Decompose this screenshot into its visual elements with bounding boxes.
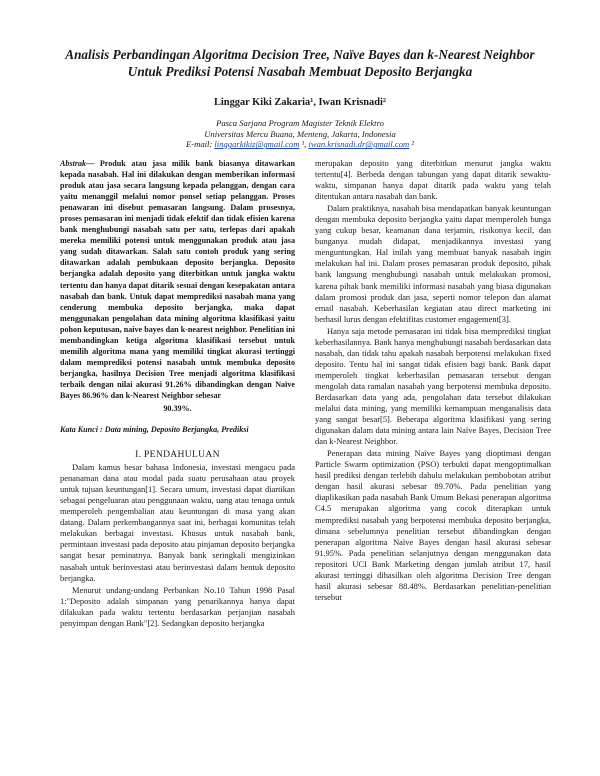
body-paragraph: Hanya saja metode pemasaran ini tidak bisa memprediksi tingkat keberhasilannya. Bank hanya menghubungi nasabah berdasarkan data nasabah, dan tidak tahu apakah nasabah berpotensi melakukan fixed deposito. Tentu hal ini sangat tidak efisien bagi bank. Bank dapat memperoleh tingkat keberhasilan pemasaran tersebut dengan mengolah data ramalan nasabah yang berpotensi membuka deposito. Berdasarkan data yang ada, pengolahan data tersebut dilakukan melalui data mining, yang memiliki kemampuan menganalisis data yang sangat besar[5]. Beberapa algoritma klasifikasi yang sering digunakan dalam data mining antara lain Naïve Bayes, Decision Tree dan k-Nearest Neighbor. — [315, 325, 551, 447]
email-link-2[interactable]: iwan.krisnadi.dr@gmail.com — [308, 139, 410, 150]
abstract — [60, 158, 295, 414]
abstract-label: Abstrak— — [60, 159, 95, 168]
email-prefix: E-mail: — [186, 139, 215, 150]
email-link-1[interactable]: linggarkikiz@gmail.com — [214, 139, 300, 150]
abstract-body: Produk atau jasa milik bank biasanya ditawarkan kepada nasabah. Hal ini dilakukan dengan memberikan informasi produk atau jasa secara langsung kepada pelanggan, dengan cara yaitu menanggil melalui nomor ponsel setiap pelanggan. Proses penawaran ini disebut pemasaran langsung. Dalam prosesnya, proses pemasaran ini menjadi tidak efektif dan tidak efisien karena bank menghubungi nasabah satu per satu, terlepas dari apakah mereka memiliki potensi untuk menggunakan produk atau jasa yang sudah ditawarkan. Salah satu contoh produk yang sering ditawarkan adalah pembukaan deposito berjangka. Deposito berjangka adalah deposito yang diterbitkan untuk jangka waktu tertentu dan hanya dapat ditarik sesuai dengan kesepakatan antara nasabah dan bank. Untuk dapat memprediksi nasabah mana yang cenderung membuka deposito berjangka, maka dapat menggunakan pengolahan data mining algoritma klasifikasi yaitu pohon keputusan, naive bayes dan k-nearest neighbor. Penelitian ini membandingkan ketiga algoritma klasifikasi tersebut untuk memilih algoritma mana yang memiliki tingkat akurasi tertinggi dalam memprediksi potensi nasabah untuk membuka deposito berjangka, hasilnya Decision Tree menjadi algoritma klasifikasi terbaik dengan nilai akurasi 91.26% dibandingkan dengan Naïve Bayes 86.96% dan k-Nearest Neighbor sebesar — [60, 159, 295, 400]
affiliation-program: Pasca Sarjana Program Magister Teknik Elektro — [216, 118, 384, 128]
affiliation-university: Universitas Mercu Buana, Menteng, Jakarta, Indonesia — [204, 128, 396, 139]
paper-title: Analisis Perbandingan Algoritma Decision Tree, Naïve Bayes dan k-Nearest Neighbor Untuk Prediksi Potensi Nasabah Membuat Deposito Berjangka — [65, 47, 535, 79]
body-paragraph: Dalam kamus besar bahasa Indonesia, investasi mengacu pada penanaman dana atau modal pada suatu perusahaan atau proyek untuk tujuan keuntungan[1]. Secara umum, investasi dapat diartikan sebagai pengeluaran atau penggunaan waktu, uang atau tenaga untuk memperoleh pengembalian atau keuntungan di masa yang akan datang. Dalam perkembangannya saat ini, berbagai komunitas telah melakukan berbagai investasi. Khusus untuk nasabah bank, permintaan investasi pada deposito atau pinjaman deposito berjangka sangat besar peminatnya. Banyak bank seringkali mengizinkan nasabah untuk berinvestasi atau berinvestasi dalam bentuk deposito berjangka. — [60, 462, 295, 583]
left-column — [60, 158, 295, 630]
keywords: Kata Kunci : Data mining, Deposito Berjangka, Prediksi — [60, 425, 249, 435]
body-paragraph: Dalam praktiknya, nasabah bisa mendapatkan banyak keuntungan dengan membuka deposito berjangka yaitu dapat memperoleh bunga yang cukup besar, keamanan dana terjamin, risikonya kecil, dan bunganya mudah didapat, menjadikannya investasi yang menguntungkan. Hal inilah yang membuat banyak nasabah ingin melakukan hal ini. Dalam proses pemasaran produk deposito, pihak bank langsung menghubungi nasabah untuk melakukan promosi, karena pihak bank memiliki informasi nasabah yang biasa digunakan dalam promosi produk dan jasa, seperti nomor telepon dan alamat email nasabah. Keberhasilan kegiatan atau direct marketing ini berhasil lurus dengan efektifitas customer engagement[3]. — [315, 203, 551, 324]
body-paragraph: Menurut undang-undang Perbankan No.10 Tahun 1998 Pasal 1:"Deposito adalah simpanan yang penarikannya hanya dapat dilakukan pada waktu tertentu berdasarkan perjanjian nasabah penyimpan dengan Bank"[2]. Sedangkan deposito berjangka — [60, 584, 295, 628]
body-paragraph: merupakan deposito yang diterbitkan menurut jangka waktu tertentu[4]. Berbeda dengan tabungan yang dapat ditarik sewaktu-waktu, simpanan hanya dapat ditarik pada waktu yang telah ditentukan antara nasabah dan bank. — [315, 158, 551, 202]
email-line — [60, 139, 540, 150]
right-column — [315, 158, 551, 604]
section-heading: I. PENDAHULUAN — [135, 449, 220, 461]
paper-authors: Linggar Kiki Zakaria¹, Iwan Krisnadi² — [213, 97, 387, 108]
affiliation-block — [60, 118, 540, 150]
email-separator: ¹, — [299, 139, 309, 150]
abstract-tail: 90.39%. — [163, 404, 192, 414]
body-paragraph: Penerapan data mining Naïve Bayes yang dioptimasi dengan Particle Swarm optimization (PSO) terbukti dapat mengoptimalkan hasil prediksi dengan terlebih dahulu melakukan pembobotan atribut dengan hasil akurasi sebesar 89.70%. Pada penelitian yang diaplikasikan pada nasabah Bank Umum Bekasi penerapan algoritma C4.5 merupakan algoritma yang cocok diterapkan untuk memprediksi nasabah yang berpotensi membuka deposito berjangka, dimana sebelumnya penelitian tersebut dibandingkan dengan penerapan algoritma Naïve Bayes dengan hasil akurasi sebesar 91.95%. Pada penelitian selanjutnya dengan menggunakan data repositori UCI Bank Marketing dengan jumlah atribut 17, hasil akurasi tertinggi dihasilkan oleh algoritma Decision Tree dengan hasil akurasi sebesar 88.48%. Berdasarkan penelitian-penelitian tersebut — [315, 448, 551, 602]
email-suffix: ² — [409, 139, 414, 150]
